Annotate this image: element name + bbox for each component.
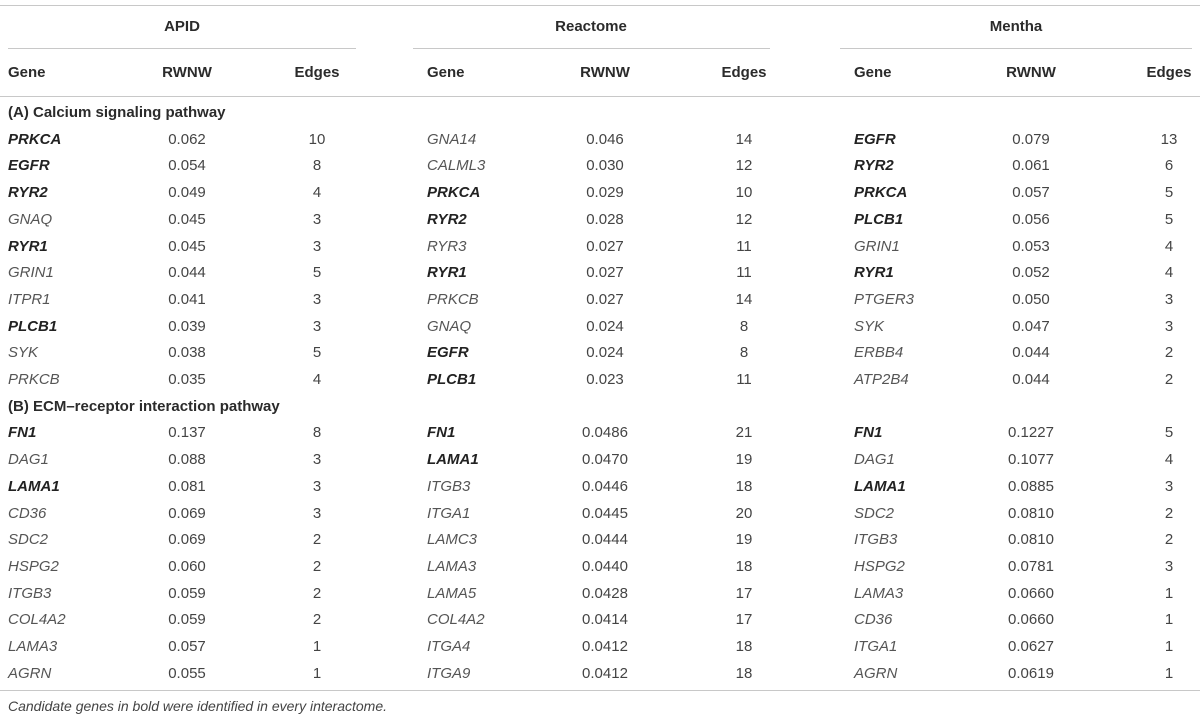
edges-value: 6 (1164, 157, 1174, 175)
rwnw-value: 0.027 (586, 264, 624, 282)
col-header-edges: Edges (294, 64, 340, 81)
edges-value: 5 (1164, 210, 1174, 228)
gene-name: PRKCB (427, 290, 479, 308)
col-header-rwnw: RWNW (1006, 64, 1056, 81)
gene-name: PLCB1 (854, 210, 904, 228)
gene-name: CALML3 (427, 157, 486, 175)
group-header-reactome: Reactome (555, 18, 627, 35)
rwnw-value: 0.069 (168, 531, 206, 549)
rwnw-value: 0.0470 (582, 451, 628, 469)
rwnw-value: 0.044 (1012, 344, 1050, 362)
edges-value: 1 (1164, 664, 1174, 682)
gene-name: PRKCA (427, 184, 481, 202)
gene-name: AGRN (854, 664, 898, 682)
section-title-calcium: (A) Calcium signaling pathway (8, 104, 226, 121)
col-header-rwnw: RWNW (580, 64, 630, 81)
table-top-rule (0, 5, 1200, 6)
rwnw-value: 0.0660 (1008, 611, 1054, 629)
gene-name: LAMA1 (854, 477, 906, 495)
edges-value: 3 (312, 317, 322, 335)
gene-name: HSPG2 (8, 557, 59, 575)
edges-value: 2 (312, 531, 322, 549)
edges-value: 11 (736, 371, 752, 388)
rwnw-value: 0.061 (1012, 157, 1050, 175)
edges-value: 2 (312, 584, 322, 602)
edges-value: 20 (735, 504, 753, 522)
gene-name: PRKCA (8, 130, 62, 148)
gene-name: ITGA9 (427, 664, 471, 682)
edges-value: 8 (739, 344, 749, 362)
gene-name: ITPR1 (8, 290, 51, 308)
edges-value: 12 (735, 210, 753, 228)
group-header-mentha: Mentha (989, 18, 1043, 35)
rwnw-value: 0.0486 (582, 424, 628, 442)
rwnw-value: 0.0627 (1008, 638, 1054, 655)
rwnw-value: 0.088 (168, 451, 206, 469)
rwnw-value: 0.046 (586, 130, 624, 148)
rwnw-value: 0.045 (168, 210, 206, 228)
col-header-gene: Gene (427, 64, 465, 81)
rwnw-value: 0.028 (586, 210, 624, 228)
col-header-gene: Gene (8, 64, 46, 81)
edges-value: 17 (735, 584, 753, 602)
edges-value: 19 (735, 451, 753, 469)
gene-name: LAMC3 (427, 531, 478, 549)
edges-value: 14 (735, 290, 753, 308)
edges-value: 8 (312, 157, 322, 175)
rwnw-value: 0.060 (168, 557, 206, 575)
edges-value: 3 (312, 451, 322, 469)
rwnw-value: 0.0412 (582, 664, 628, 682)
section-title-ecm: (B) ECM–receptor interaction pathway (8, 397, 280, 415)
gene-name: ITGA1 (427, 504, 471, 522)
rwnw-value: 0.081 (168, 477, 206, 495)
rwnw-value: 0.0781 (1008, 557, 1054, 575)
edges-value: 21 (735, 424, 753, 442)
gene-name: ERBB4 (854, 344, 904, 362)
edges-value: 3 (312, 290, 322, 308)
rwnw-value: 0.0810 (1008, 531, 1054, 549)
group-rule-mentha (840, 48, 1192, 49)
rwnw-value: 0.044 (168, 264, 206, 282)
rwnw-value: 0.053 (1012, 237, 1050, 255)
gene-name: RYR2 (8, 184, 48, 202)
edges-value: 3 (312, 477, 322, 495)
edges-value: 18 (735, 638, 753, 655)
edges-value: 2 (1164, 371, 1174, 388)
edges-value: 5 (312, 264, 322, 282)
rwnw-value: 0.079 (1012, 130, 1050, 148)
rwnw-value: 0.0444 (582, 531, 628, 549)
edges-value: 13 (1160, 130, 1178, 148)
rwnw-value: 0.054 (168, 157, 206, 175)
rwnw-value: 0.039 (168, 317, 206, 335)
group-rule-apid (8, 48, 356, 49)
gene-name: EGFR (8, 157, 50, 175)
edges-value: 11 (736, 264, 752, 282)
gene-name: GNA14 (427, 130, 477, 148)
rwnw-value: 0.024 (586, 344, 624, 362)
rwnw-value: 0.049 (168, 184, 206, 202)
edges-value: 10 (308, 130, 326, 148)
edges-value: 18 (735, 557, 753, 575)
edges-value: 4 (1164, 264, 1174, 282)
rwnw-value: 0.0445 (582, 504, 628, 522)
edges-value: 3 (312, 504, 322, 522)
rwnw-value: 0.1077 (1008, 451, 1054, 469)
edges-value: 2 (1164, 344, 1174, 362)
gene-name: DAG1 (8, 451, 49, 469)
edges-value: 3 (312, 237, 322, 255)
col-header-gene: Gene (854, 64, 892, 81)
edges-value: 3 (1164, 290, 1174, 308)
gene-name: LAMA5 (427, 584, 477, 602)
gene-name: LAMA1 (427, 451, 479, 469)
edges-value: 5 (1164, 184, 1174, 202)
gene-name: LAMA1 (8, 477, 60, 495)
gene-name: PRKCB (8, 371, 60, 388)
edges-value: 1 (1164, 611, 1174, 629)
edges-value: 5 (312, 344, 322, 362)
group-header-apid: APID (164, 18, 200, 35)
gene-name: FN1 (427, 424, 456, 442)
gene-name: COL4A2 (427, 611, 485, 629)
gene-name: SYK (854, 317, 885, 335)
gene-name: PTGER3 (854, 290, 915, 308)
edges-value: 10 (735, 184, 753, 202)
rwnw-value: 0.023 (586, 371, 624, 388)
edges-value: 1 (312, 664, 322, 682)
rwnw-value: 0.0428 (582, 584, 628, 602)
edges-value: 1 (1164, 638, 1174, 655)
edges-value: 14 (735, 130, 753, 148)
gene-name: EGFR (854, 130, 896, 148)
edges-value: 17 (735, 611, 753, 629)
gene-name: LAMA3 (854, 584, 904, 602)
gene-name: GNAQ (427, 317, 472, 335)
rwnw-value: 0.038 (168, 344, 206, 362)
rwnw-value: 0.055 (168, 664, 206, 682)
table-bottom-rule (0, 690, 1200, 691)
rwnw-value: 0.057 (1012, 184, 1050, 202)
gene-name: ITGB3 (854, 531, 898, 549)
gene-name: CD36 (854, 611, 893, 629)
gene-name: GNAQ (8, 210, 53, 228)
header-bottom-rule (0, 96, 1200, 97)
rwnw-value: 0.069 (168, 504, 206, 522)
rwnw-value: 0.024 (586, 317, 624, 335)
gene-name: HSPG2 (854, 557, 905, 575)
gene-name: ITGB3 (8, 584, 52, 602)
rwnw-value: 0.050 (1012, 290, 1050, 308)
gene-name: RYR3 (427, 237, 467, 255)
edges-value: 3 (312, 210, 322, 228)
gene-name: SYK (8, 344, 39, 362)
gene-name: RYR1 (8, 237, 48, 255)
gene-name: COL4A2 (8, 611, 66, 629)
rwnw-value: 0.059 (168, 611, 206, 629)
col-header-edges: Edges (721, 64, 767, 81)
gene-name: RYR2 (427, 210, 467, 228)
gene-name: ITGA1 (854, 638, 898, 655)
rwnw-value: 0.0885 (1008, 477, 1054, 495)
rwnw-value: 0.044 (1012, 371, 1050, 388)
edges-value: 2 (1164, 504, 1174, 522)
col-header-edges: Edges (1146, 64, 1192, 81)
rwnw-value: 0.059 (168, 584, 206, 602)
edges-value: 2 (312, 557, 322, 575)
edges-value: 12 (735, 157, 753, 175)
edges-value: 2 (312, 611, 322, 629)
gene-name: ATP2B4 (854, 371, 909, 388)
edges-value: 5 (1164, 424, 1174, 442)
gene-name: EGFR (427, 344, 469, 362)
gene-name: ITGB3 (427, 477, 471, 495)
edges-value: 4 (312, 371, 322, 388)
gene-name: CD36 (8, 504, 47, 522)
rwnw-value: 0.0660 (1008, 584, 1054, 602)
rwnw-value: 0.1227 (1008, 424, 1054, 442)
gene-name: RYR1 (427, 264, 467, 282)
edges-value: 18 (735, 664, 753, 682)
edges-value: 3 (1164, 557, 1174, 575)
gene-name: GRIN1 (8, 264, 54, 282)
gene-name: SDC2 (8, 531, 49, 549)
rwnw-value: 0.0446 (582, 477, 628, 495)
edges-value: 19 (735, 531, 753, 549)
rwnw-value: 0.062 (168, 130, 206, 148)
edges-value: 11 (736, 237, 752, 255)
group-rule-reactome (413, 48, 770, 49)
rwnw-value: 0.027 (586, 237, 624, 255)
gene-name: DAG1 (854, 451, 895, 469)
edges-value: 4 (1164, 451, 1174, 469)
col-header-rwnw: RWNW (162, 64, 212, 81)
edges-value: 1 (312, 638, 322, 655)
edges-value: 1 (1164, 584, 1174, 602)
edges-value: 8 (739, 317, 749, 335)
edges-value: 8 (312, 424, 322, 442)
rwnw-value: 0.0440 (582, 557, 628, 575)
edges-value: 3 (1164, 317, 1174, 335)
rwnw-value: 0.035 (168, 371, 206, 388)
edges-value: 4 (312, 184, 322, 202)
rwnw-value: 0.027 (586, 290, 624, 308)
gene-name: RYR2 (854, 157, 894, 175)
rwnw-value: 0.056 (1012, 210, 1050, 228)
rwnw-value: 0.0412 (582, 638, 628, 655)
edges-value: 2 (1164, 531, 1174, 549)
table-footnote: Candidate genes in bold were identified in every interactome. (8, 698, 388, 714)
gene-name: PLCB1 (427, 371, 477, 388)
rwnw-value: 0.0619 (1008, 664, 1054, 682)
rwnw-value: 0.047 (1012, 317, 1050, 335)
gene-name: LAMA3 (8, 638, 58, 655)
rwnw-value: 0.045 (168, 237, 206, 255)
rwnw-value: 0.029 (586, 184, 624, 202)
rwnw-value: 0.057 (168, 638, 206, 655)
rwnw-value: 0.052 (1012, 264, 1050, 282)
gene-name: AGRN (8, 664, 52, 682)
gene-name: RYR1 (854, 264, 894, 282)
gene-name: LAMA3 (427, 557, 477, 575)
gene-name: PRKCA (854, 184, 908, 202)
rwnw-value: 0.041 (168, 290, 206, 308)
gene-name: SDC2 (854, 504, 895, 522)
gene-name: FN1 (854, 424, 883, 442)
rwnw-value: 0.137 (168, 424, 206, 442)
rwnw-value: 0.0414 (582, 611, 628, 629)
rwnw-value: 0.030 (586, 157, 624, 175)
gene-name: FN1 (8, 424, 37, 442)
gene-name: ITGA4 (427, 638, 471, 655)
gene-name: PLCB1 (8, 317, 58, 335)
gene-name: GRIN1 (854, 237, 900, 255)
edges-value: 4 (1164, 237, 1174, 255)
edges-value: 3 (1164, 477, 1174, 495)
edges-value: 18 (735, 477, 753, 495)
rwnw-value: 0.0810 (1008, 504, 1054, 522)
